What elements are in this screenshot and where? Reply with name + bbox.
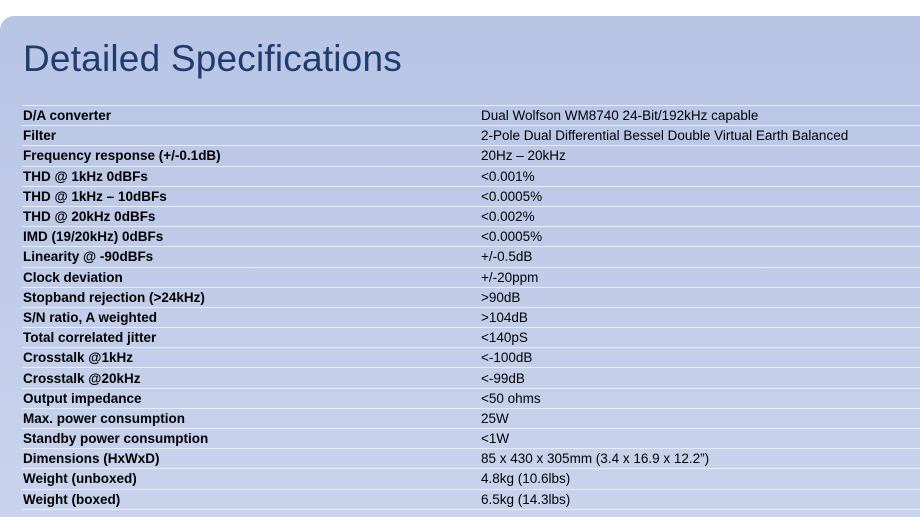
spec-parameter: S/N ratio, A weighted xyxy=(22,307,480,327)
table-row xyxy=(22,368,920,388)
spec-value: 2-Pole Dual Differential Bessel Double Virtual Earth Balanced xyxy=(480,126,920,146)
spec-value: <50 ohms xyxy=(480,388,920,408)
table-row xyxy=(22,408,920,428)
table-row xyxy=(22,106,920,126)
table-row xyxy=(22,489,920,509)
spec-parameter: Standby power consumption xyxy=(22,429,480,449)
table-row xyxy=(22,449,920,469)
spec-parameter: Frequency response (+/-0.1dB) xyxy=(22,146,480,166)
spec-value: 6.5kg (14.3lbs) xyxy=(480,489,920,509)
table-row xyxy=(22,328,920,348)
table-row xyxy=(22,206,920,226)
spec-parameter: Filter xyxy=(22,126,480,146)
spec-parameter: Weight (unboxed) xyxy=(22,469,480,489)
spec-parameter: THD @ 20kHz 0dBFs xyxy=(22,206,480,226)
spec-parameter: THD @ 1kHz 0dBFs xyxy=(22,166,480,186)
specifications-slide xyxy=(0,16,920,517)
spec-value: <0.0005% xyxy=(480,186,920,206)
table-row xyxy=(22,227,920,247)
spec-parameter: Clock deviation xyxy=(22,267,480,287)
spec-value: <0.0005% xyxy=(480,227,920,247)
table-row xyxy=(22,267,920,287)
spec-value: 20Hz – 20kHz xyxy=(480,146,920,166)
spec-parameter: Crosstalk @1kHz xyxy=(22,348,480,368)
spec-value: +/-20ppm xyxy=(480,267,920,287)
table-row xyxy=(22,348,920,368)
spec-parameter: Dimensions (HxWxD) xyxy=(22,449,480,469)
specifications-table xyxy=(22,105,920,510)
spec-parameter: Output impedance xyxy=(22,388,480,408)
spec-parameter: D/A converter xyxy=(22,106,480,126)
spec-parameter: Crosstalk @20kHz xyxy=(22,368,480,388)
spec-value: <0.001% xyxy=(480,166,920,186)
table-row xyxy=(22,429,920,449)
spec-parameter: Total correlated jitter xyxy=(22,328,480,348)
spec-parameter: Max. power consumption xyxy=(22,408,480,428)
specifications-table-body xyxy=(22,106,920,510)
spec-parameter: Weight (boxed) xyxy=(22,489,480,509)
top-margin xyxy=(0,0,920,16)
spec-parameter: Stopband rejection (>24kHz) xyxy=(22,287,480,307)
spec-value: 25W xyxy=(480,408,920,428)
page-title: Detailed Specifications xyxy=(23,38,402,79)
table-row xyxy=(22,186,920,206)
table-row xyxy=(22,469,920,489)
spec-value: <-99dB xyxy=(480,368,920,388)
spec-value: <-100dB xyxy=(480,348,920,368)
spec-value: >104dB xyxy=(480,307,920,327)
table-row xyxy=(22,166,920,186)
table-row xyxy=(22,146,920,166)
spec-value: <0.002% xyxy=(480,206,920,226)
spec-value: +/-0.5dB xyxy=(480,247,920,267)
table-row xyxy=(22,307,920,327)
spec-value: 4.8kg (10.6lbs) xyxy=(480,469,920,489)
spec-parameter: Linearity @ -90dBFs xyxy=(22,247,480,267)
spec-value: >90dB xyxy=(480,287,920,307)
table-row xyxy=(22,388,920,408)
spec-value: 85 x 430 x 305mm (3.4 x 16.9 x 12.2”) xyxy=(480,449,920,469)
spec-value: <140pS xyxy=(480,328,920,348)
spec-value: <1W xyxy=(480,429,920,449)
table-row xyxy=(22,126,920,146)
table-row xyxy=(22,247,920,267)
spec-parameter: THD @ 1kHz – 10dBFs xyxy=(22,186,480,206)
spec-value: Dual Wolfson WM8740 24-Bit/192kHz capable xyxy=(480,106,920,126)
spec-parameter: IMD (19/20kHz) 0dBFs xyxy=(22,227,480,247)
table-row xyxy=(22,287,920,307)
